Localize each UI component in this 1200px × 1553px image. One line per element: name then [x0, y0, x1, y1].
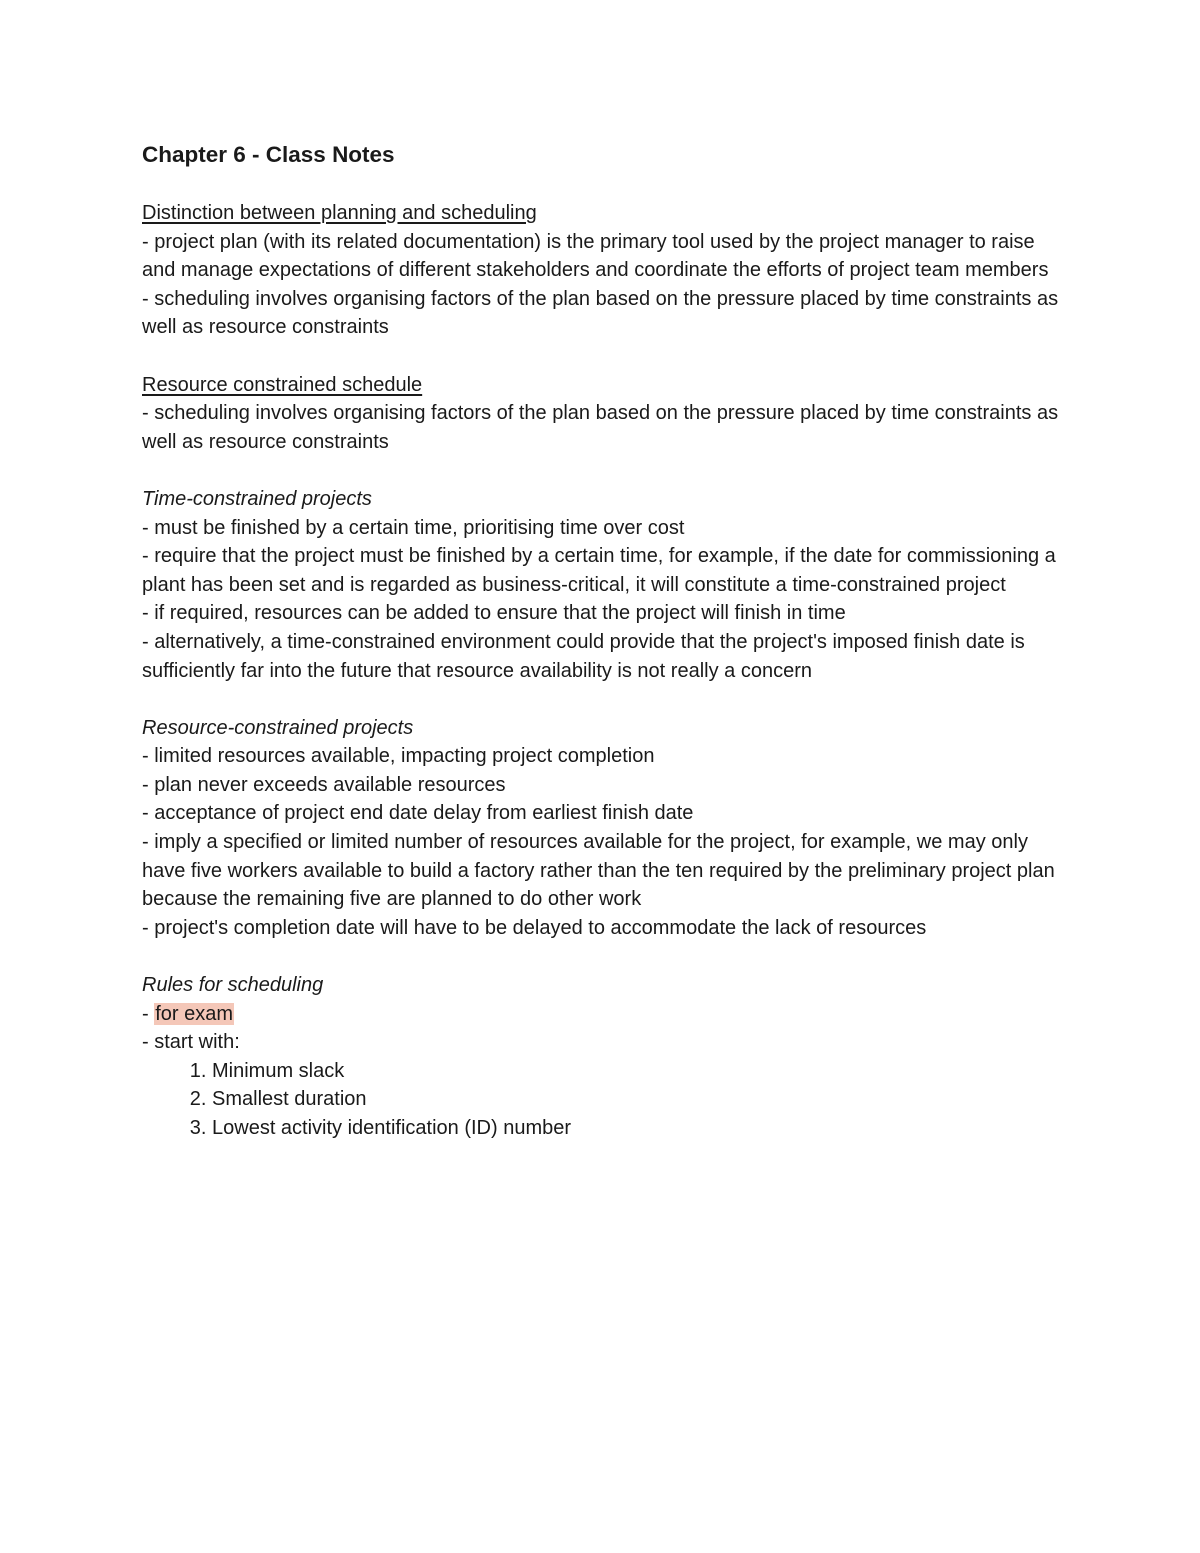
paragraph: - must be finished by a certain time, prioritising time over cost — [142, 516, 685, 539]
document-page — [142, 140, 1062, 1171]
section-heading: Resource-constrained projects — [142, 716, 414, 739]
paragraph: - imply a specified or limited number of resources available for the project, for example, we may only have five workers available to build a factory rather than the ten required by the preliminary project plan because the remaining five are planned to do other work — [142, 831, 1055, 911]
dash-text: - — [142, 1002, 155, 1025]
section-heading: Distinction between planning and scheduling — [142, 202, 537, 224]
section-rules-for-scheduling — [142, 971, 1062, 1143]
numbered-list — [142, 1057, 1062, 1143]
paragraph: - acceptance of project end date delay from earliest finish date — [142, 802, 694, 825]
section-time-constrained-projects — [142, 485, 1062, 685]
section-resource-constrained-schedule — [142, 371, 1062, 457]
section-heading: Rules for scheduling — [142, 974, 324, 997]
section-heading: Resource constrained schedule — [142, 373, 423, 396]
section-heading: Time-constrained projects — [142, 487, 372, 510]
section-planning-vs-scheduling — [142, 199, 1062, 342]
paragraph: - project plan (with its related documentation) is the primary tool used by the project manager to raise and manage expectations of different stakeholders and coordinate the efforts of project team members — [142, 230, 1049, 282]
paragraph: - start with: — [142, 1031, 240, 1054]
paragraph: - alternatively, a time-constrained environment could provide that the project's imposed finish date is sufficiently far into the future that resource availability is not really a concern — [142, 630, 1025, 682]
paragraph: - limited resources available, impacting project completion — [142, 745, 655, 768]
paragraph: - plan never exceeds available resources — [142, 773, 506, 796]
document-title: Chapter 6 - Class Notes — [142, 142, 395, 167]
paragraph: - scheduling involves organising factors of the plan based on the pressure placed by time constraints as well as resource constraints — [142, 287, 1059, 339]
paragraph: - if required, resources can be added to ensure that the project will finish in time — [142, 602, 846, 625]
list-item: 3. Lowest activity identification (ID) number — [212, 1114, 1062, 1143]
section-resource-constrained-projects — [142, 714, 1062, 943]
list-item: 2. Smallest duration — [212, 1085, 1062, 1114]
paragraph: - project's completion date will have to be delayed to accommodate the lack of resources — [142, 916, 927, 939]
list-item: 1. Minimum slack — [212, 1057, 1062, 1086]
paragraph: - require that the project must be finished by a certain time, for example, if the date for commissioning a plant has been set and is regarded as business-critical, it will constitute a time-constrained project — [142, 545, 1056, 596]
paragraph: - scheduling involves organising factors of the plan based on the pressure placed by time constraints as well as resource constraints — [142, 402, 1059, 453]
highlighted-text: for exam — [155, 1002, 234, 1025]
paragraph-for-exam — [142, 1000, 1062, 1029]
